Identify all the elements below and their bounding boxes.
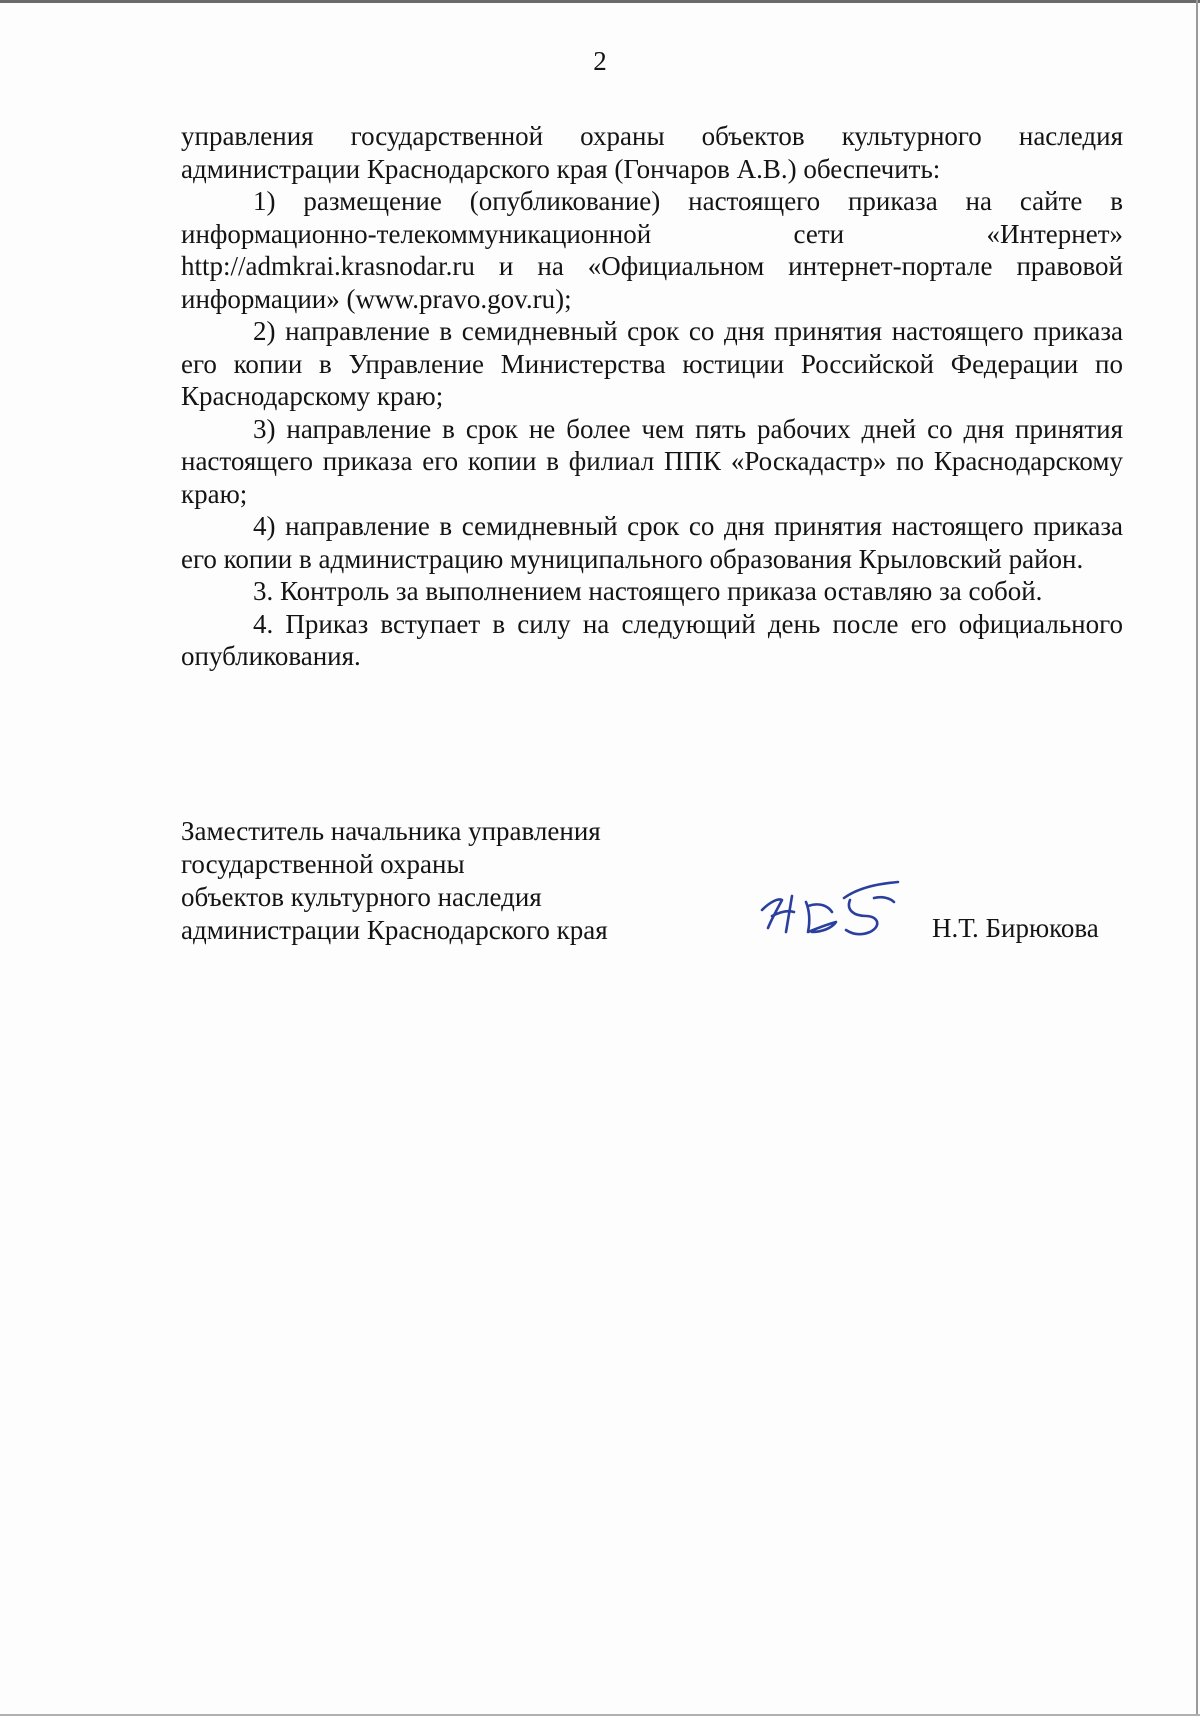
scan-edge-top	[0, 0, 1200, 3]
scan-edge-right	[1196, 0, 1198, 1716]
paragraph-item-2: 2) направление в семидневный срок со дня принятия настоящего приказа его копии в Управление Министерства юстиции Российской Федерации по Краснодарскому краю;	[181, 316, 1123, 411]
paragraph-intro: управления государственной охраны объектов культурного наследия администрации Краснодарского края (Гончаров А.В.) обеспечить:	[181, 121, 1123, 184]
position-line: администрации Краснодарского края	[181, 915, 608, 945]
handwritten-signature	[758, 876, 923, 946]
paragraph-item-1: 1) размещение (опубликование) настоящего приказа на сайте в информационно-телекоммуникационной сети «Интернет» http://admkrai.krasnodar.ru и на «Официальном интернет-портале правовой информации» (www.pravo.gov.ru);	[181, 186, 1123, 314]
paragraph-effective: 4. Приказ вступает в силу на следующий день после его официального опубликования.	[181, 608, 1123, 671]
signatory-name: Н.Т. Бирюкова	[932, 913, 1099, 943]
paragraph-item-4: 4) направление в семидневный срок со дня принятия настоящего приказа его копии в администрацию муниципального образования Крыловский район.	[181, 511, 1123, 574]
position-line: Заместитель начальника управления	[181, 816, 601, 846]
paragraph-item-3: 3) направление в срок не более чем пять рабочих дней со дня принятия настоящего приказа его копии в филиал ППК «Роскадастр» по Краснодарскому краю;	[181, 413, 1123, 509]
paragraph-control: 3. Контроль за выполнением настоящего приказа оставляю за собой.	[253, 576, 1043, 606]
document-body	[181, 120, 1123, 673]
position-line: объектов культурного наследия	[181, 882, 542, 912]
page-number: 2	[593, 46, 607, 76]
signatory-position	[181, 815, 608, 947]
position-line: государственной охраны	[181, 849, 465, 879]
